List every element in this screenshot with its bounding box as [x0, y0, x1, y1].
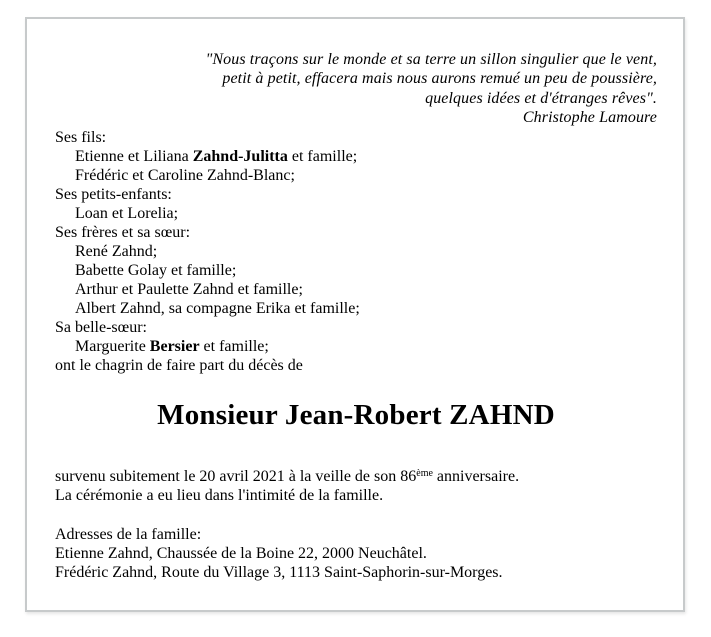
family-line-text: Ses petits-enfants: — [55, 186, 172, 204]
details-text: survenu subitement le 20 avril 2021 à la veille de son 86 — [55, 468, 417, 486]
family-line — [55, 128, 657, 147]
family-line-text: et famille; — [287, 148, 358, 166]
family-line — [55, 337, 657, 356]
quote-line: petit à petit, effacera mais nous aurons remué un peu de poussière, — [222, 70, 657, 88]
family-line-text: ont le chagrin de faire part du décès de — [55, 357, 303, 375]
family-line-text: René Zahnd; — [75, 243, 158, 261]
obituary-card — [25, 17, 685, 612]
family-line-bold-name: Zahnd-Julitta — [192, 148, 288, 166]
family-line-text: Ses frères et sa sœur: — [55, 224, 191, 242]
family-line — [55, 261, 657, 280]
family-line — [55, 166, 657, 185]
quote-author: Christophe Lamoure — [522, 108, 657, 126]
death-details — [55, 468, 657, 505]
family-line — [55, 242, 657, 261]
family-line — [55, 280, 657, 299]
details-text: anniversaire. — [432, 468, 520, 486]
family-line — [55, 185, 657, 204]
family-line — [55, 318, 657, 337]
anniversary-superscript: ème — [416, 468, 433, 480]
quote-line: "Nous traçons sur le monde et sa terre un sillon singulier que le vent, — [205, 51, 657, 68]
family-line — [55, 223, 657, 242]
family-line — [55, 356, 657, 375]
details-line: La cérémonie a eu lieu dans l'intimité de la famille. — [55, 486, 384, 504]
family-line — [55, 147, 657, 166]
family-list — [55, 128, 657, 375]
family-line-text: Sa belle-sœur: — [55, 319, 147, 337]
family-line — [55, 299, 657, 318]
address-line: Etienne Zahnd, Chaussée de la Boine 22, 2000 Neuchâtel. — [55, 544, 427, 562]
family-line-text: Frédéric et Caroline Zahnd-Blanc; — [75, 167, 295, 185]
addresses-title: Adresses de la famille: — [55, 526, 202, 544]
deceased-name: Monsieur Jean-Robert ZAHND — [157, 399, 555, 432]
family-line-text: Arthur et Paulette Zahnd et famille; — [75, 281, 303, 299]
family-line-text: Albert Zahnd, sa compagne Erika et famille; — [75, 300, 360, 318]
family-line-text: Etienne et Liliana — [75, 148, 193, 166]
family-line — [55, 204, 657, 223]
addresses-block — [55, 526, 657, 582]
family-line-bold-name: Bersier — [149, 338, 200, 356]
quote-line: quelques idées et d'étranges rêves". — [425, 89, 657, 107]
family-line-text: Loan et Lorelia; — [75, 205, 179, 223]
address-line: Frédéric Zahnd, Route du Village 3, 1113 Saint-Saphorin-sur-Morges. — [55, 563, 503, 581]
family-line-text: Ses fils: — [55, 129, 107, 147]
details-line — [55, 468, 657, 487]
family-line-text: et famille; — [199, 338, 269, 356]
family-line-text: Marguerite — [75, 338, 150, 356]
family-line-text: Babette Golay et famille; — [75, 262, 237, 280]
quote-block — [55, 50, 657, 127]
